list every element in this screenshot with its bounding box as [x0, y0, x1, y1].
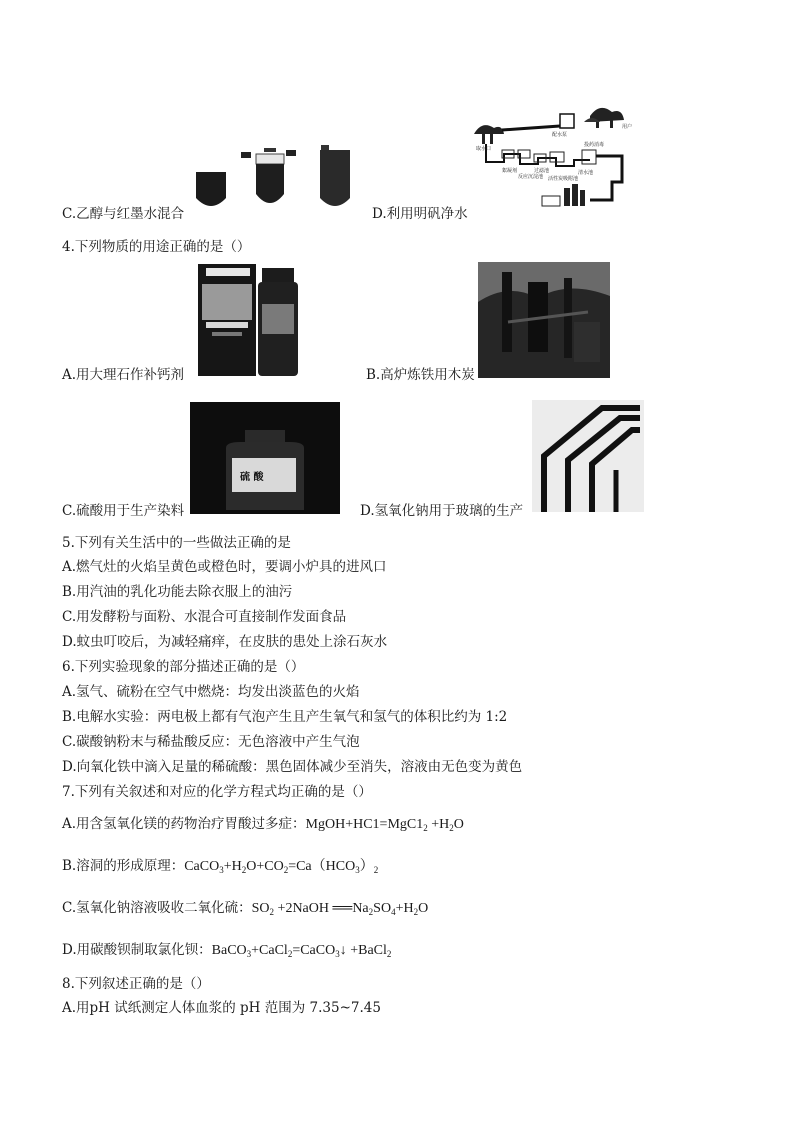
- q4-option-c: C.硫酸用于生产染料: [62, 503, 185, 519]
- diagram-label-0: 取水口: [476, 146, 492, 152]
- test-tubes-photo: [186, 128, 361, 214]
- sulfuric-acid-bottle-photo: [190, 402, 340, 514]
- diagram-label-8: 用户: [622, 124, 633, 130]
- q6-option-b: B.电解水实验：两电极上都有气泡产生且产生氧气和氢气的体积比约为 1:2: [62, 709, 508, 725]
- q7-d-text: D.用碳酸钡制取氯化钡：: [62, 942, 212, 958]
- q5-option-b: B.用汽油的乳化功能去除衣服上的油污: [62, 584, 293, 600]
- bottle-label: 硫 酸: [240, 472, 264, 483]
- q5-option-a: A.燃气灶的火焰呈黄色或橙色时，要调小炉具的进风口: [62, 559, 387, 575]
- q8-option-a: A.用pH 试纸测定人体血浆的 pH 范围为 7.35~7.45: [62, 1000, 381, 1016]
- q6-stem: 6.下列实验现象的部分描述正确的是（）: [62, 659, 305, 675]
- q7-option-a: [62, 815, 464, 834]
- q4-option-a: A.用大理石作补钙剂: [62, 367, 185, 383]
- q7-d-equation: BaCO$_3$+CaCl$_2$=CaCO$_3$↓ +BaCl$_2$: [211, 943, 392, 959]
- q4-option-b: B.高炉炼铁用木炭: [366, 367, 475, 383]
- q5-option-c: C.用发酵粉与面粉、水混合可直接制作发面食品: [62, 609, 347, 625]
- q8-stem: 8.下列叙述正确的是（）: [62, 976, 210, 992]
- q5-stem: 5.下列有关生活中的一些做法正确的是: [62, 535, 291, 551]
- glass-panes-photo: [532, 400, 644, 512]
- diagram-label-5: 活性炭吸附池: [548, 176, 579, 182]
- q7-b-equation: $CaCO_3+H_2O+CO_2=Ca(HCO_3)_2$: [184, 859, 379, 875]
- q5-option-d: D.蚊虫叮咬后，为减轻痛痒，在皮肤的患处上涂石灰水: [62, 634, 388, 650]
- diagram-label-2: 絮凝剂: [502, 168, 518, 174]
- diagram-label-4: 过滤池: [534, 168, 550, 174]
- q4-stem: 4.下列物质的用途正确的是（）: [62, 239, 251, 255]
- q7-b-text: B.溶洞的形成原理：: [62, 858, 185, 874]
- q7-c-text: C.氢氧化钠溶液吸收二氧化硫：: [62, 900, 252, 916]
- q3-option-d: D.利用明矾净水: [372, 206, 468, 222]
- q6-option-c: C.碳酸钠粉末与稀盐酸反应：无色溶液中产生气泡: [62, 734, 360, 750]
- q6-option-d: D.向氧化铁中滴入足量的稀硫酸：黑色固体减少至消失，溶液由无色变为黄色: [62, 759, 523, 775]
- q7-stem: 7.下列有关叙述和对应的化学方程式均正确的是（）: [62, 784, 372, 800]
- diagram-label-3: 反应沉淀池: [518, 174, 544, 180]
- q6-option-a: A.氢气、硫粉在空气中燃烧：均发出淡蓝色的火焰: [62, 684, 360, 700]
- q3-option-c: C.乙醇与红墨水混合: [62, 206, 185, 222]
- q7-option-b: [62, 857, 378, 876]
- q7-c-equation: $SO_2$ +2NaOH $══Na_2SO_4+H_2O$: [251, 901, 429, 917]
- q4-option-d: D.氢氧化钠用于玻璃的生产: [360, 503, 524, 519]
- diagram-label-1: 配水泵: [552, 132, 568, 138]
- calcium-supplement-photo: [192, 262, 303, 378]
- q7-option-c: [62, 899, 428, 918]
- q7-a-equation: $MgOH+HC1=MgC1_2 +H_2O$: [305, 817, 464, 833]
- q7-a-text: A.用含氢氧化镁的药物治疗胃酸过多症：: [62, 816, 306, 832]
- q7-option-d: [62, 941, 391, 960]
- diagram-label-6: 清水池: [578, 170, 594, 176]
- diagram-label-7: 投药消毒: [584, 142, 605, 148]
- water-purification-diagram: [472, 100, 642, 216]
- blast-furnace-photo: [478, 262, 610, 378]
